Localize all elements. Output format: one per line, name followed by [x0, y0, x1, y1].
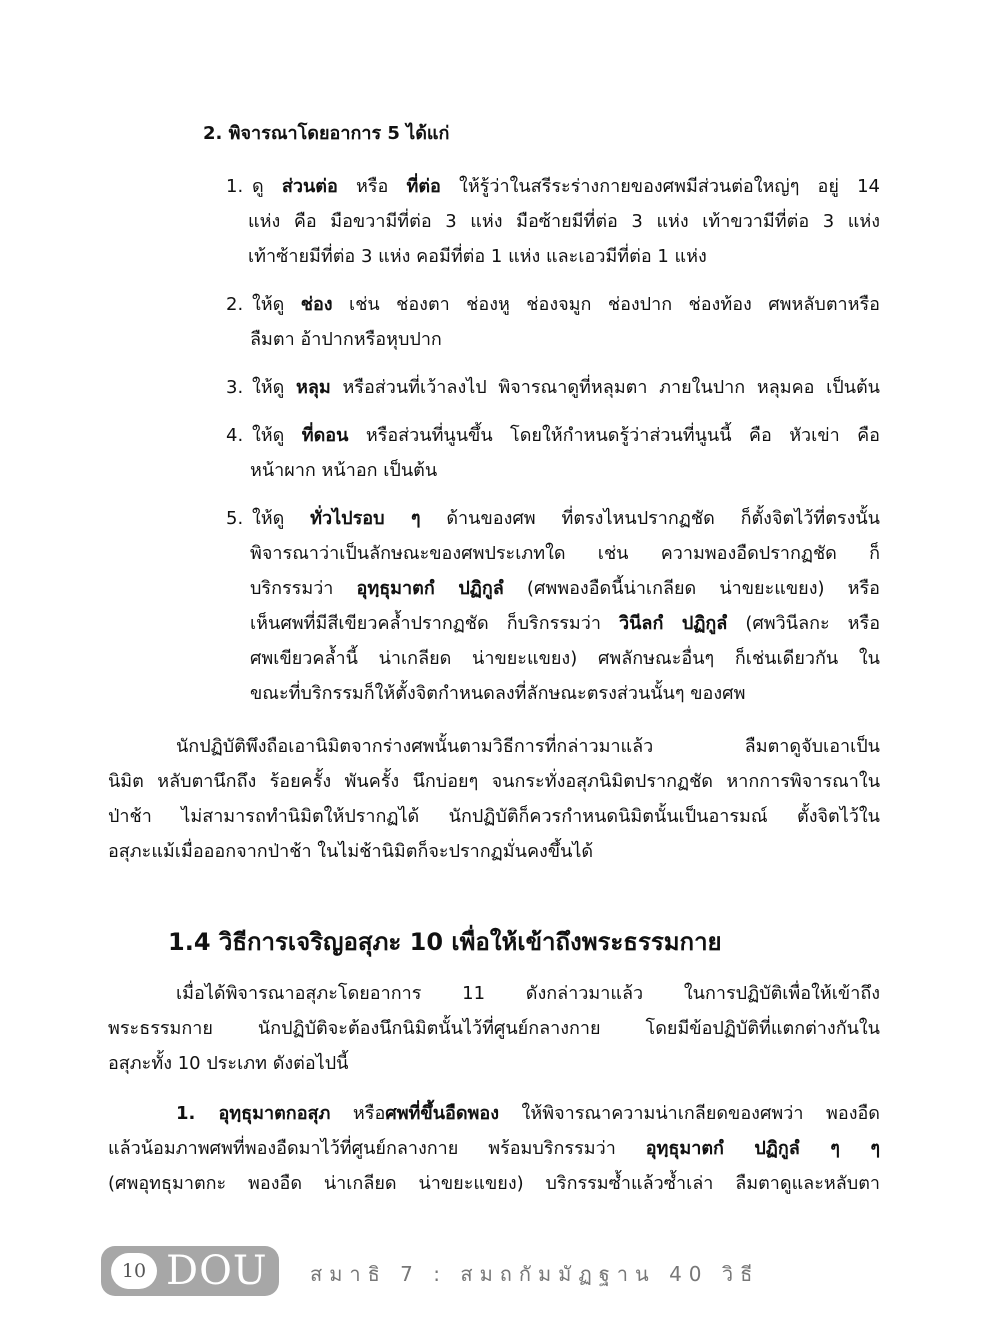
paragraph-line: แล้วน้อมภาพศพที่พองอืดมาไว้ที่ศูนย์กลางกาย พร้อมบริกรรมว่า อุทฺธุมาตกํ ปฏิกูลํ ๆ ๆ [108, 1138, 880, 1159]
list-item-number: 4. [226, 425, 244, 446]
list-item-line: พิจารณาว่าเป็นลักษณะของศพประเภทใด เช่น ความพองอืดปรากฏชัด ก็ [250, 543, 880, 564]
paragraph-line: เมื่อได้พิจารณาอสุภะโดยอาการ 11 ดังกล่าวมาแล้ว ในการปฏิบัติเพื่อให้เข้าถึง [176, 983, 880, 1004]
list-item-line: ให้ดู ทั่วไปรอบ ๆ ด้านของศพ ที่ตรงไหนปรากฏชัด ก็ตั้งจิตไว้ที่ตรงนั้น [252, 508, 880, 529]
paragraph-line: อสุภะแม้เมื่อออกจากป่าช้า ในไม่ช้านิมิตก็จะปรากฏมั่นคงขึ้นได้ [108, 841, 594, 862]
list-item-line: ศพเขียวคล้ำนี้ น่าเกลียด น่าขยะแขยง) ศพลักษณะอื่นๆ ก็เช่นเดียวกัน ใน [250, 648, 880, 669]
list-item-line: ดู ส่วนต่อ หรือ ที่ต่อ ให้รู้ว่าในสรีระร่างกายของศพมีส่วนต่อใหญ่ๆ อยู่ 14 [252, 176, 880, 197]
list-item-line: ลืมตา อ้าปากหรือหุบปาก [250, 329, 442, 350]
paragraph-line: นักปฏิบัติพึงถือเอานิมิตจากร่างศพนั้นตามวิธีการที่กล่าวมาแล้ว ลืมตาดูจับเอาเป็น [176, 736, 880, 757]
list-item-number: 3. [226, 377, 244, 398]
list-item-line: ให้ดู ช่อง เช่น ช่องตา ช่องหู ช่องจมูก ช่องปาก ช่องท้อง ศพหลับตาหรือ [252, 294, 880, 315]
list-item-line: ให้ดู ที่ดอน หรือส่วนที่นูนขึ้น โดยให้กำหนดรู้ว่าส่วนที่นูนนี้ คือ หัวเข่า คือ [252, 425, 880, 446]
list-item-line: แห่ง คือ มือขวามีที่ต่อ 3 แห่ง มือซ้ายมีที่ต่อ 3 แห่ง เท้าขวามีที่ต่อ 3 แห่ง [248, 211, 880, 232]
course-title: สมาธิ 7 : สมถกัมมัฏฐาน 40 วิธี [310, 1262, 760, 1286]
list-item-number: 2. [226, 294, 244, 315]
paragraph-line: (ศพอุทธุมาตกะ พองอืด น่าเกลียด น่าขยะแขยง) บริกรรมซ้ำแล้วซ้ำเล่า ลืมตาดูและหลับตา [108, 1173, 880, 1194]
list-item-line: บริกรรมว่า อุทฺธุมาตกํ ปฏิกูลํ (ศพพองอืดนี้น่าเกลียด น่าขยะแขยง) หรือ [250, 578, 880, 599]
list-item-line: ขณะที่บริกรรมก็ให้ตั้งจิตกำหนดลงที่ลักษณะตรงส่วนนั้นๆ ของศพ [250, 683, 746, 704]
paragraph-line: นิมิต หลับตานึกถึง ร้อยครั้ง พันครั้ง นึกบ่อยๆ จนกระทั่งอสุภนิมิตปรากฏชัด หากการพิจารณาใน [108, 771, 880, 792]
paragraph-line: 1. อุทฺธุมาตกอสุภ หรือศพที่ขึ้นอืดพอง ให้พิจารณาความน่าเกลียดของศพว่า พองอืด [176, 1103, 880, 1124]
list-item-number: 5. [226, 508, 244, 529]
list-item-line: เท้าซ้ายมีที่ต่อ 3 แห่ง คอมีที่ต่อ 1 แห่ง และเอวมีที่ต่อ 1 แห่ง [248, 246, 707, 267]
paragraph-line: พระธรรมกาย นักปฏิบัติจะต้องนึกนิมิตนั้นไว้ที่ศูนย์กลางกาย โดยมีข้อปฏิบัติที่แตกต่างกันใน [108, 1018, 880, 1039]
list-item-line: ให้ดู หลุม หรือส่วนที่เว้าลงไป พิจารณาดูที่หลุมตา ภายในปาก หลุมคอ เป็นต้น [252, 377, 880, 398]
list-item-number: 1. [226, 176, 244, 197]
list-item-line: หน้าผาก หน้าอก เป็นต้น [250, 460, 438, 481]
list-item-line: เห็นศพที่มีสีเขียวคล้ำปรากฏชัด ก็บริกรรมว่า วินีลกํ ปฏิกูลํ (ศพวินีลกะ หรือ [250, 613, 881, 634]
paragraph-line: ป่าช้า ไม่สามารถทำนิมิตให้ปรากฏได้ นักปฏิบัติก็ควรกำหนดนิมิตนั้นเป็นอารมณ์ ตั้งจิตไว้ใน [108, 806, 880, 827]
paragraph-line: อสุภะทั้ง 10 ประเภท ดังต่อไปนี้ [108, 1053, 349, 1074]
dou-logo: DOU [166, 1248, 268, 1294]
page-number: 10 [111, 1253, 157, 1289]
section-heading: 1.4 วิธีการเจริญอสุภะ 10 เพื่อให้เข้าถึงพระธรรมกาย [168, 928, 722, 956]
section-title: 2. พิจารณาโดยอาการ 5 ได้แก่ [203, 123, 450, 144]
